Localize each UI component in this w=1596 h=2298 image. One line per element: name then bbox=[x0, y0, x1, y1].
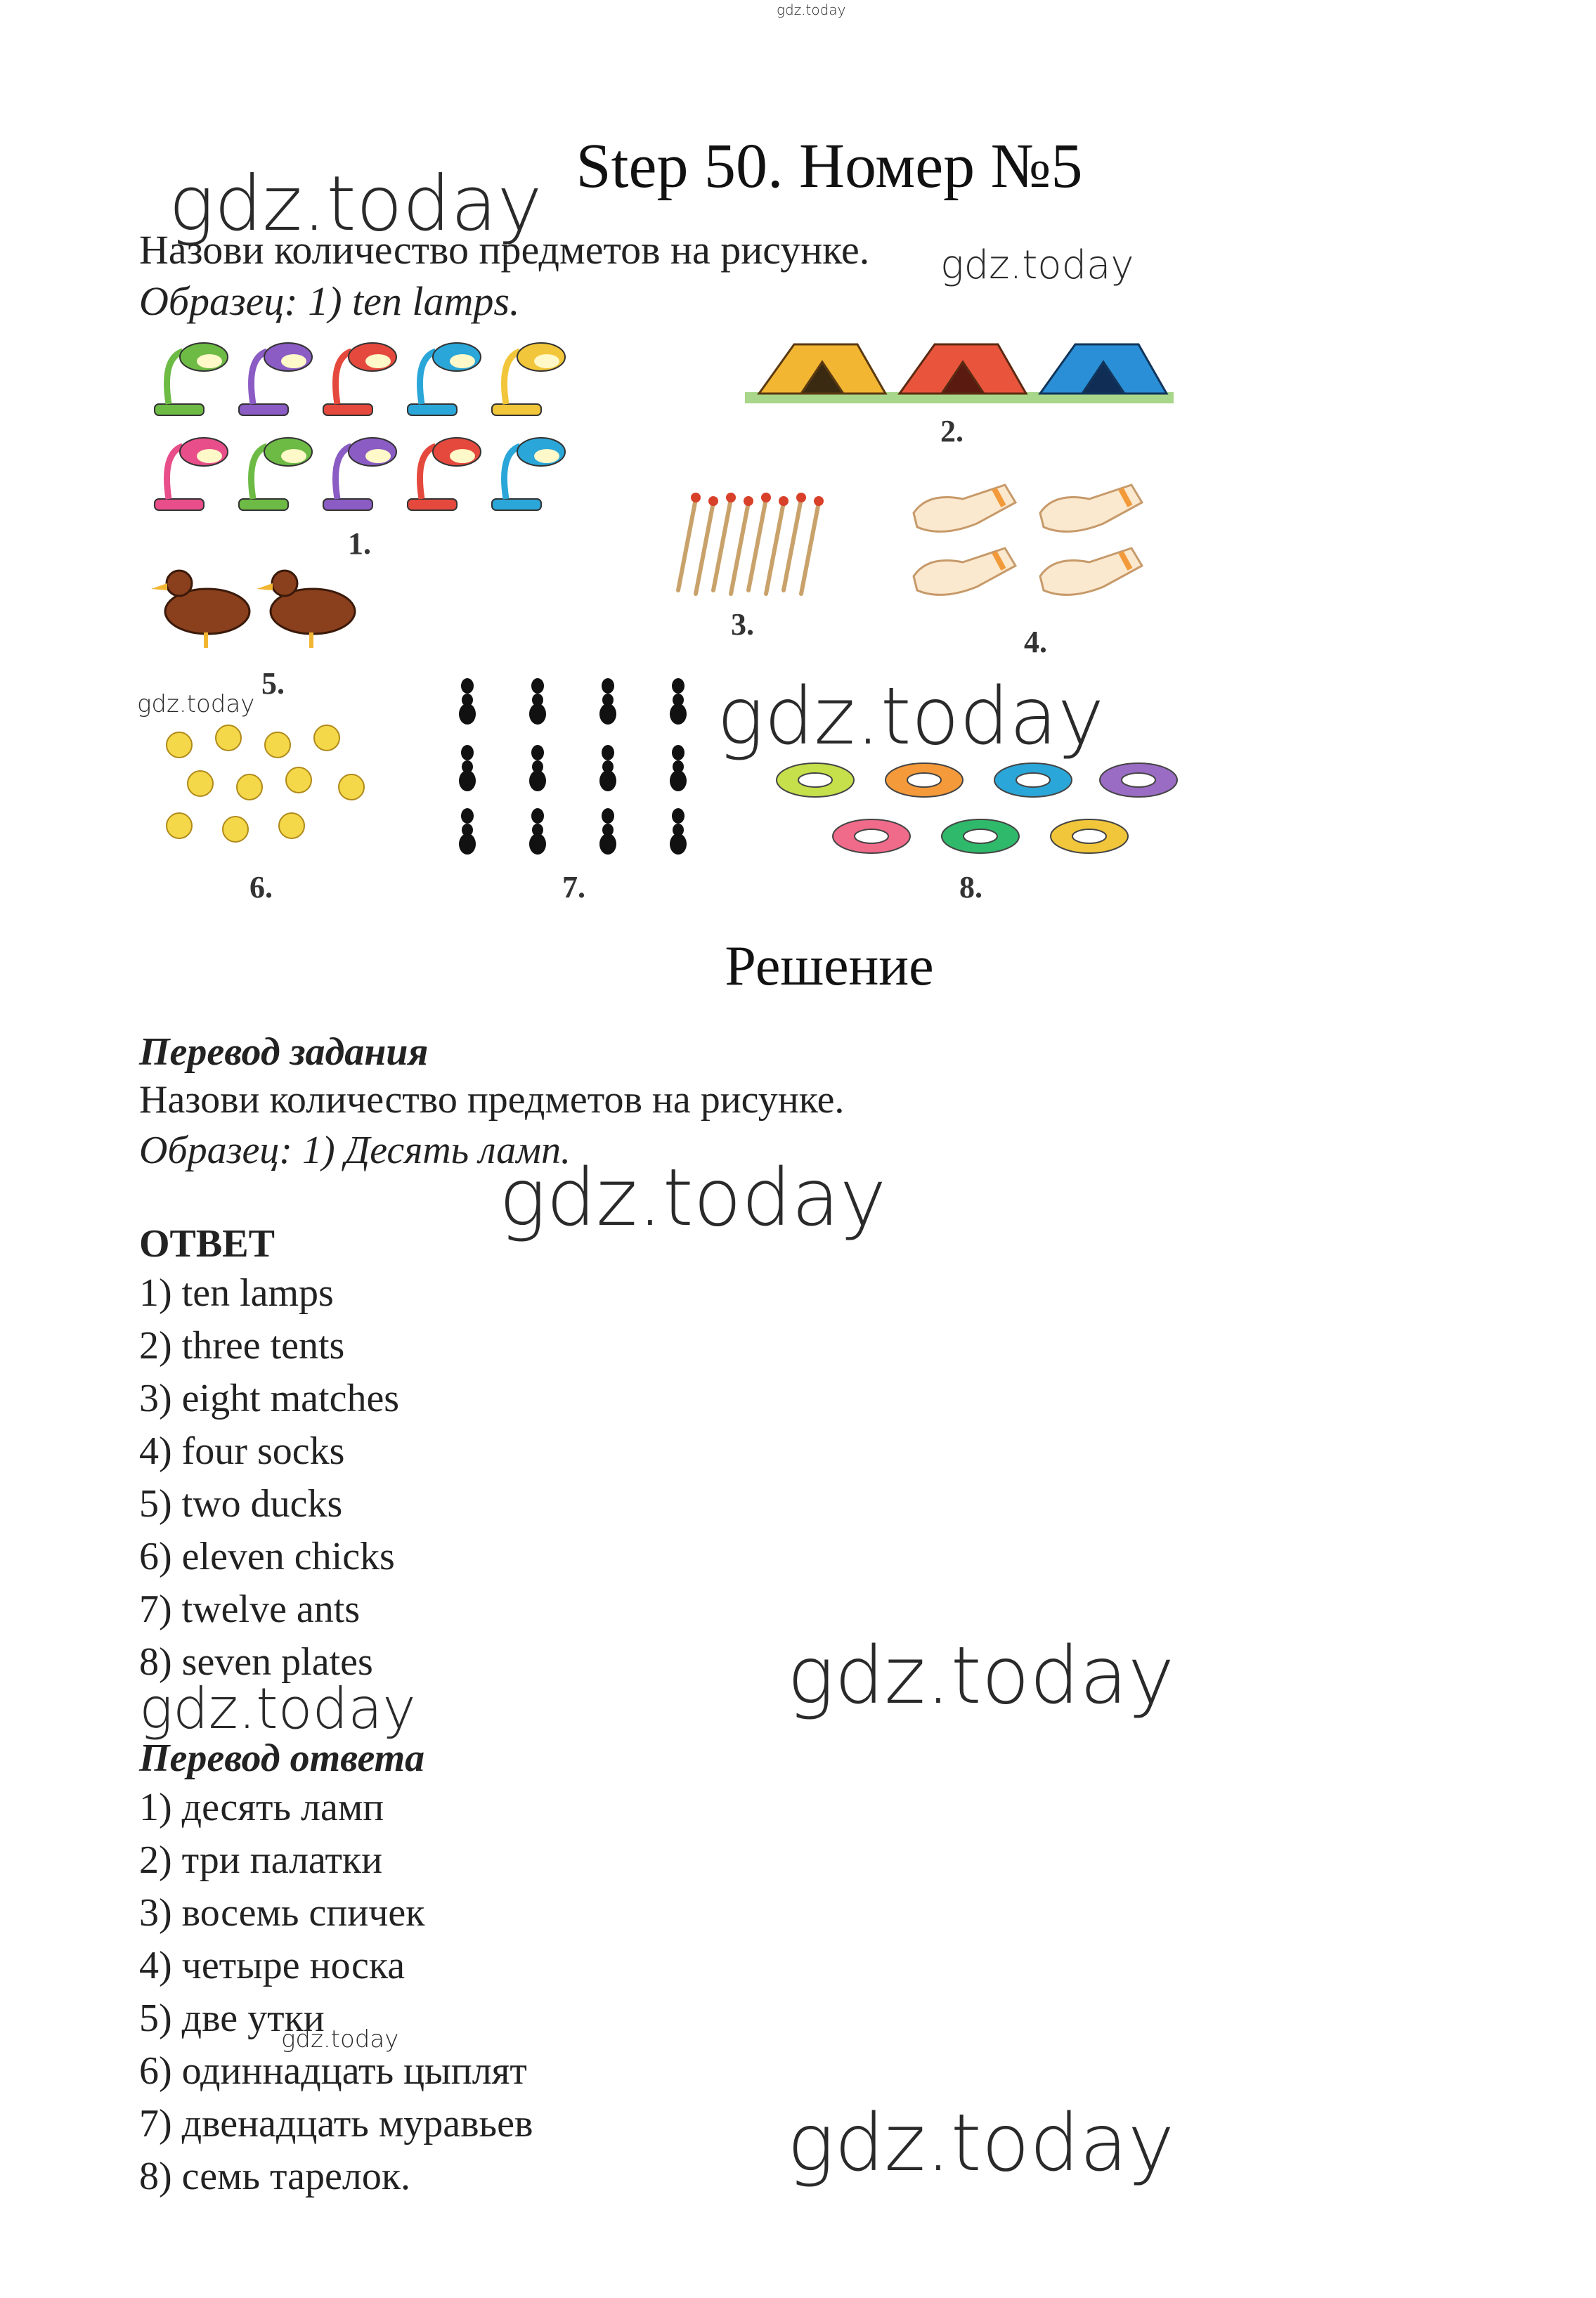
watermark: gdz.today bbox=[169, 160, 543, 248]
answer-heading: ОТВЕТ bbox=[139, 1222, 275, 1266]
tent bbox=[759, 344, 885, 394]
tents-illustration bbox=[745, 323, 1174, 408]
lamps-illustration bbox=[148, 330, 583, 520]
figure-label: 7. bbox=[562, 870, 585, 904]
lamp bbox=[492, 343, 565, 415]
answer-item: 8) seven plates bbox=[139, 1640, 373, 1684]
answer-item: 1) ten lamps bbox=[139, 1271, 334, 1315]
translation-text: Назови количество предметов на рисунке. bbox=[139, 1078, 845, 1122]
watermark: gdz.today bbox=[137, 690, 255, 718]
lamp bbox=[155, 438, 228, 510]
answer-translation-item: 2) три палатки bbox=[139, 1838, 383, 1882]
answer-translation-item: 4) четыре носка bbox=[139, 1944, 406, 1987]
figure-label: 6. bbox=[249, 870, 273, 904]
translation-example: Образец: 1) Десять ламп. bbox=[139, 1129, 571, 1172]
lamp bbox=[408, 438, 481, 510]
lamp bbox=[155, 343, 228, 415]
watermark: gdz.today bbox=[787, 1630, 1175, 1722]
watermark-top: gdz.today bbox=[777, 1, 846, 18]
watermark: gdz.today bbox=[717, 671, 1105, 762]
watermark: gdz.today bbox=[499, 1153, 887, 1244]
answer-item: 5) two ducks bbox=[139, 1482, 343, 1526]
figure-label: 5. bbox=[261, 666, 285, 701]
answer-translation-item: 7) двенадцать муравьев bbox=[139, 2102, 533, 2146]
tent bbox=[900, 344, 1026, 394]
answer-translation-heading: Перевод ответа bbox=[139, 1737, 425, 1780]
answer-item: 6) eleven chicks bbox=[139, 1535, 395, 1578]
answer-translation-item: 8) семь тарелок. bbox=[139, 2155, 411, 2198]
answer-item: 4) four socks bbox=[139, 1429, 345, 1473]
matches-illustration bbox=[671, 485, 833, 604]
answer-item: 3) eight matches bbox=[139, 1377, 400, 1420]
watermark: gdz.today bbox=[940, 242, 1134, 288]
chicks-illustration bbox=[151, 717, 376, 857]
watermark: gdz.today bbox=[787, 2098, 1175, 2189]
lamp bbox=[492, 438, 565, 510]
figure-label: 1. bbox=[348, 526, 371, 561]
ants-illustration bbox=[439, 668, 720, 857]
answer-translation-item: 5) две утки bbox=[139, 1997, 325, 2040]
lamp bbox=[408, 343, 481, 415]
plates-illustration bbox=[773, 755, 1181, 868]
lamp bbox=[323, 343, 396, 415]
figure-label: 3. bbox=[731, 607, 754, 642]
answer-translation-item: 3) восемь спичек bbox=[139, 1891, 425, 1935]
figure-label: 8. bbox=[959, 870, 982, 904]
watermark: gdz.today bbox=[281, 2025, 399, 2053]
page-title: Step 50. Номер №5 bbox=[576, 131, 1083, 201]
answer-item: 2) three tents bbox=[139, 1324, 345, 1368]
figure-label: 2. bbox=[940, 414, 964, 448]
answer-translation-item: 6) одиннадцать цыплят bbox=[139, 2049, 527, 2093]
answer-item: 7) twelve ants bbox=[139, 1588, 361, 1631]
lamp bbox=[239, 438, 312, 510]
watermark: gdz.today bbox=[139, 1676, 416, 1741]
tent bbox=[1040, 344, 1167, 394]
task-example: Образец: 1) ten lamps. bbox=[139, 278, 520, 324]
lamp bbox=[239, 343, 312, 415]
task-instruction: Назови количество предметов на рисунке. bbox=[139, 227, 870, 273]
lamp bbox=[323, 438, 396, 510]
solution-heading: Решение bbox=[725, 935, 934, 997]
socks-illustration bbox=[900, 471, 1181, 611]
figure-label: 4. bbox=[1024, 625, 1047, 659]
ducks-illustration bbox=[148, 562, 365, 654]
answer-translation-item: 1) десять ламп bbox=[139, 1786, 384, 1829]
translation-heading: Перевод задания bbox=[139, 1030, 429, 1074]
